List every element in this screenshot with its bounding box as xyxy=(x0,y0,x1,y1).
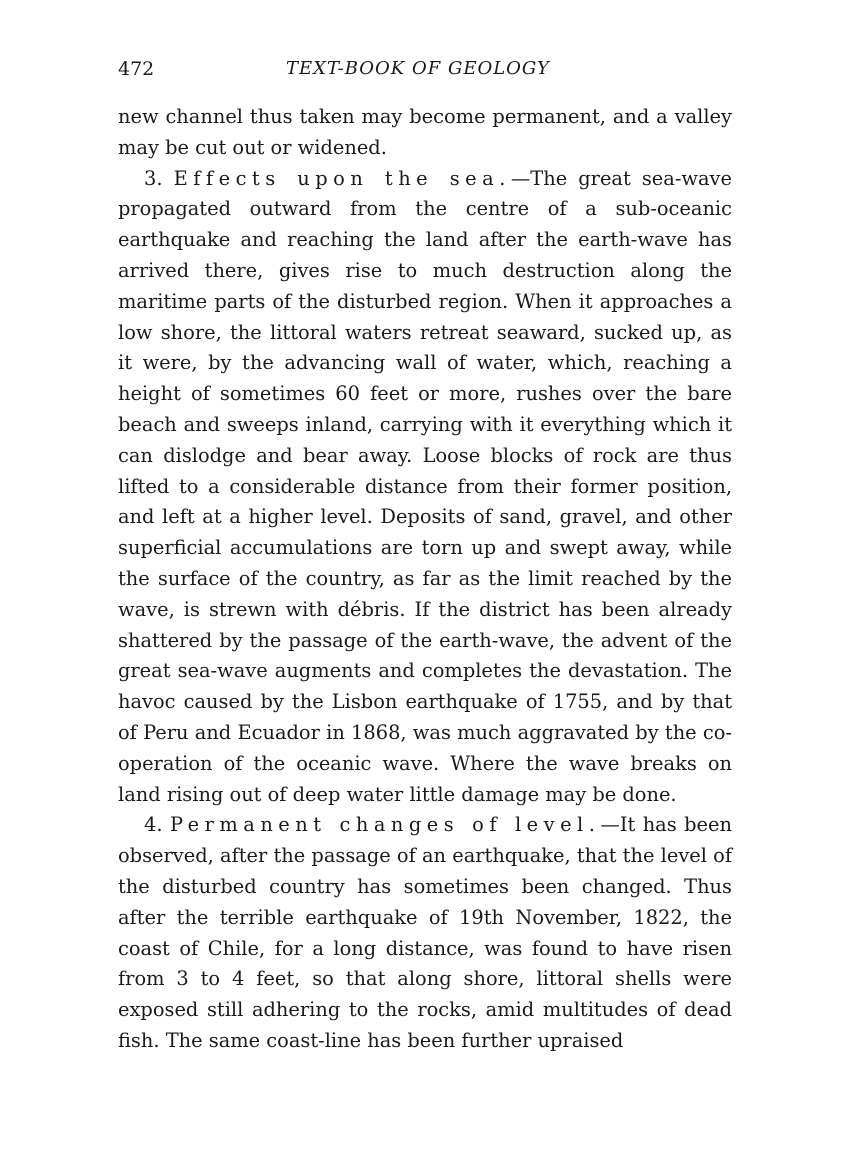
section-3-text: —The great sea-wave propagated outward from the centre of a sub-oceanic earthquake and reaching the land after the earth-wave has arrived there, gives rise to much destruction along the maritime parts of the disturbed region. When it approaches a low shore, the littoral waters retreat seaward, sucked up, as it were, by the advancing wall of water, which, reaching a height of sometimes 60 feet or more, rushes over the bare beach and sweeps inland, carrying with it everything which it can dislodge and bear away. Loose blocks of rock are thus lifted to a considerable distance from their former position, and left at a higher level. Deposits of sand, gravel, and other superficial accumulations are torn up and swept away, while the surface of the country, as far as the limit reached by the wave, is strewn with débris. If the district has been already shattered by the passage of the earth-wave, the advent of the great sea-wave augments and completes the devastation. The havoc caused by the Lisbon earthquake of 1755, and by that of Peru and Ecuador in 1868, was much aggravated by the co-operation of the oceanic wave. Where the wave breaks on land rising out of deep water little damage may be done. xyxy=(118,166,732,806)
section-3-number: 3. xyxy=(144,166,163,190)
section-3-heading: Effects upon the sea. xyxy=(173,166,511,190)
body-text xyxy=(118,102,732,1057)
running-head xyxy=(118,58,732,92)
running-title: TEXT-BOOK OF GEOLOGY xyxy=(286,58,550,79)
paragraph-section-4 xyxy=(118,810,732,1056)
paragraph-section-3 xyxy=(118,164,732,811)
section-4-text: —It has been observed, after the passage of an earthquake, that the level of the disturbed country has sometimes been changed. Thus after the terrible earthquake of 19th November, 1822, the coast of Chile, for a long distance, was found to have risen from 3 to 4 feet, so that along shore, littoral shells were exposed still adhering to the rocks, amid multitudes of dead fish. The same coast-line has been further upraised xyxy=(118,813,732,1052)
section-4-number: 4. xyxy=(144,813,163,837)
page-number: 472 xyxy=(118,58,155,80)
section-4-heading: Permanent changes of level. xyxy=(169,813,601,837)
book-page xyxy=(118,58,732,1057)
paragraph-continuation: new channel thus taken may become permanent, and a valley may be cut out or widened. xyxy=(118,105,732,159)
